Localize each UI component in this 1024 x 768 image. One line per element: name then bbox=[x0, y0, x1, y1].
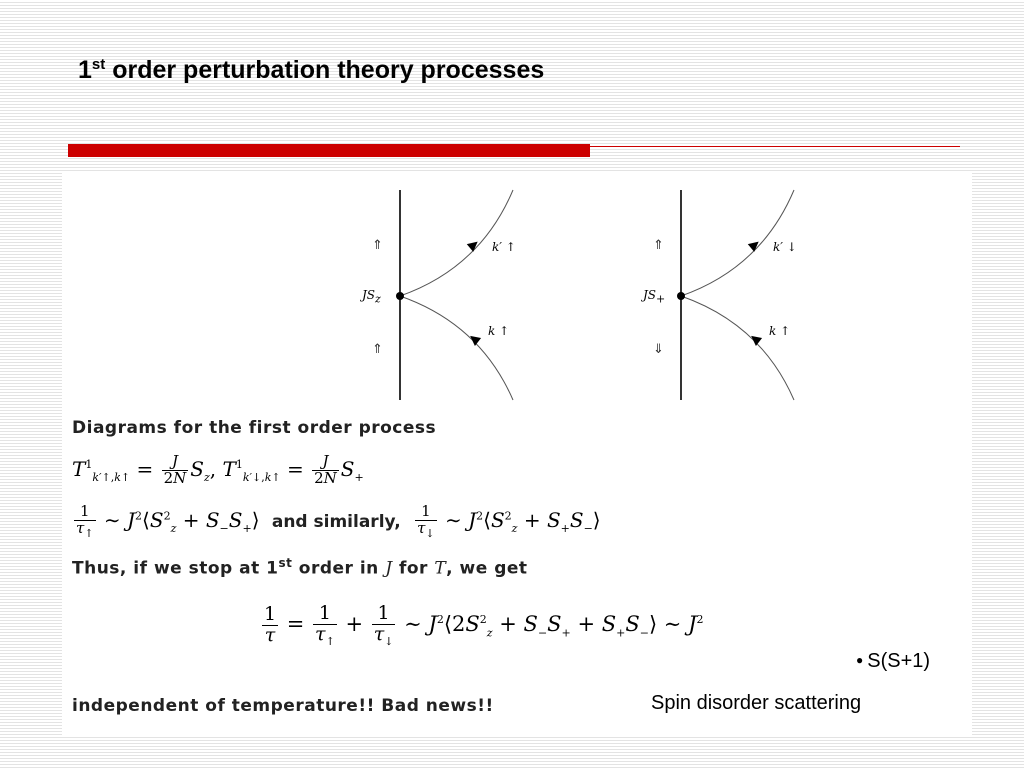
vertex-label: $JS_+$ bbox=[643, 288, 666, 306]
t-matrix-equation: $T^1_{k'↑,k↑}$ = $\frac{J}{2N}$ $S_z$, $T^1_{k'↓,k↑}$ = $\frac{J}{2N}$ $S_+$ bbox=[72, 452, 364, 487]
figure-panel bbox=[62, 172, 972, 736]
rate-equation: $\frac{1}{\tau_↑}$ ∼ $J^2⟨S^2_z$ + $S_-S_+⟩$ and similarly, $\frac{1}{\tau_↓}$ ∼ $J^2⟨S^2_z$ + $S_+S_-⟩$ bbox=[76, 502, 601, 540]
similarly-text: and similarly, bbox=[271, 512, 401, 533]
title-superscript: st bbox=[91, 56, 106, 73]
feynman-diagram-sz bbox=[360, 186, 570, 406]
diagrams-heading: Diagrams for the first order process bbox=[72, 418, 437, 438]
title-number: 1 bbox=[78, 56, 92, 84]
title-accent-bar bbox=[68, 144, 590, 157]
caption-text: Spin disorder scattering bbox=[651, 692, 862, 714]
slide-title bbox=[78, 56, 544, 85]
total-rate-equation: $\frac{1}{\tau}$ = $\frac{1}{\tau_↑}$ + $\frac{1}{\tau_↓}$ ∼ $J^2⟨2S^2_z + S_-S_+$ + $S_+S_-⟩$ ∼ $J^2$ bbox=[264, 602, 704, 648]
upper-spin-arrow-icon: ⇑ bbox=[372, 238, 383, 253]
upper-spin-arrow-icon: ⇑ bbox=[653, 238, 664, 253]
vertex-label: $JS_z$ bbox=[362, 288, 381, 306]
bullet-text: S(S+1) bbox=[867, 650, 931, 672]
outgoing-momentum-label: k′ ↓ bbox=[773, 240, 797, 254]
lower-spin-arrow-icon: ⇓ bbox=[653, 342, 664, 357]
thus-sentence: Thus, if we stop at 1st order in J for T, we get bbox=[72, 556, 528, 579]
bullet-item bbox=[856, 650, 930, 673]
bullet-dot-icon: ● bbox=[856, 653, 864, 667]
title-text: order perturbation theory processes bbox=[105, 56, 545, 84]
lower-spin-arrow-icon: ⇑ bbox=[372, 342, 383, 357]
diagram-lines bbox=[360, 186, 570, 406]
diagram-lines bbox=[641, 186, 851, 406]
incoming-momentum-label: k ↑ bbox=[488, 324, 510, 338]
feynman-diagram-splus bbox=[641, 186, 851, 406]
outgoing-momentum-label: k′ ↑ bbox=[492, 240, 516, 254]
incoming-momentum-label: k ↑ bbox=[769, 324, 791, 338]
title-divider-line bbox=[590, 146, 960, 147]
conclusion-text: independent of temperature!! Bad news!! bbox=[72, 696, 494, 716]
